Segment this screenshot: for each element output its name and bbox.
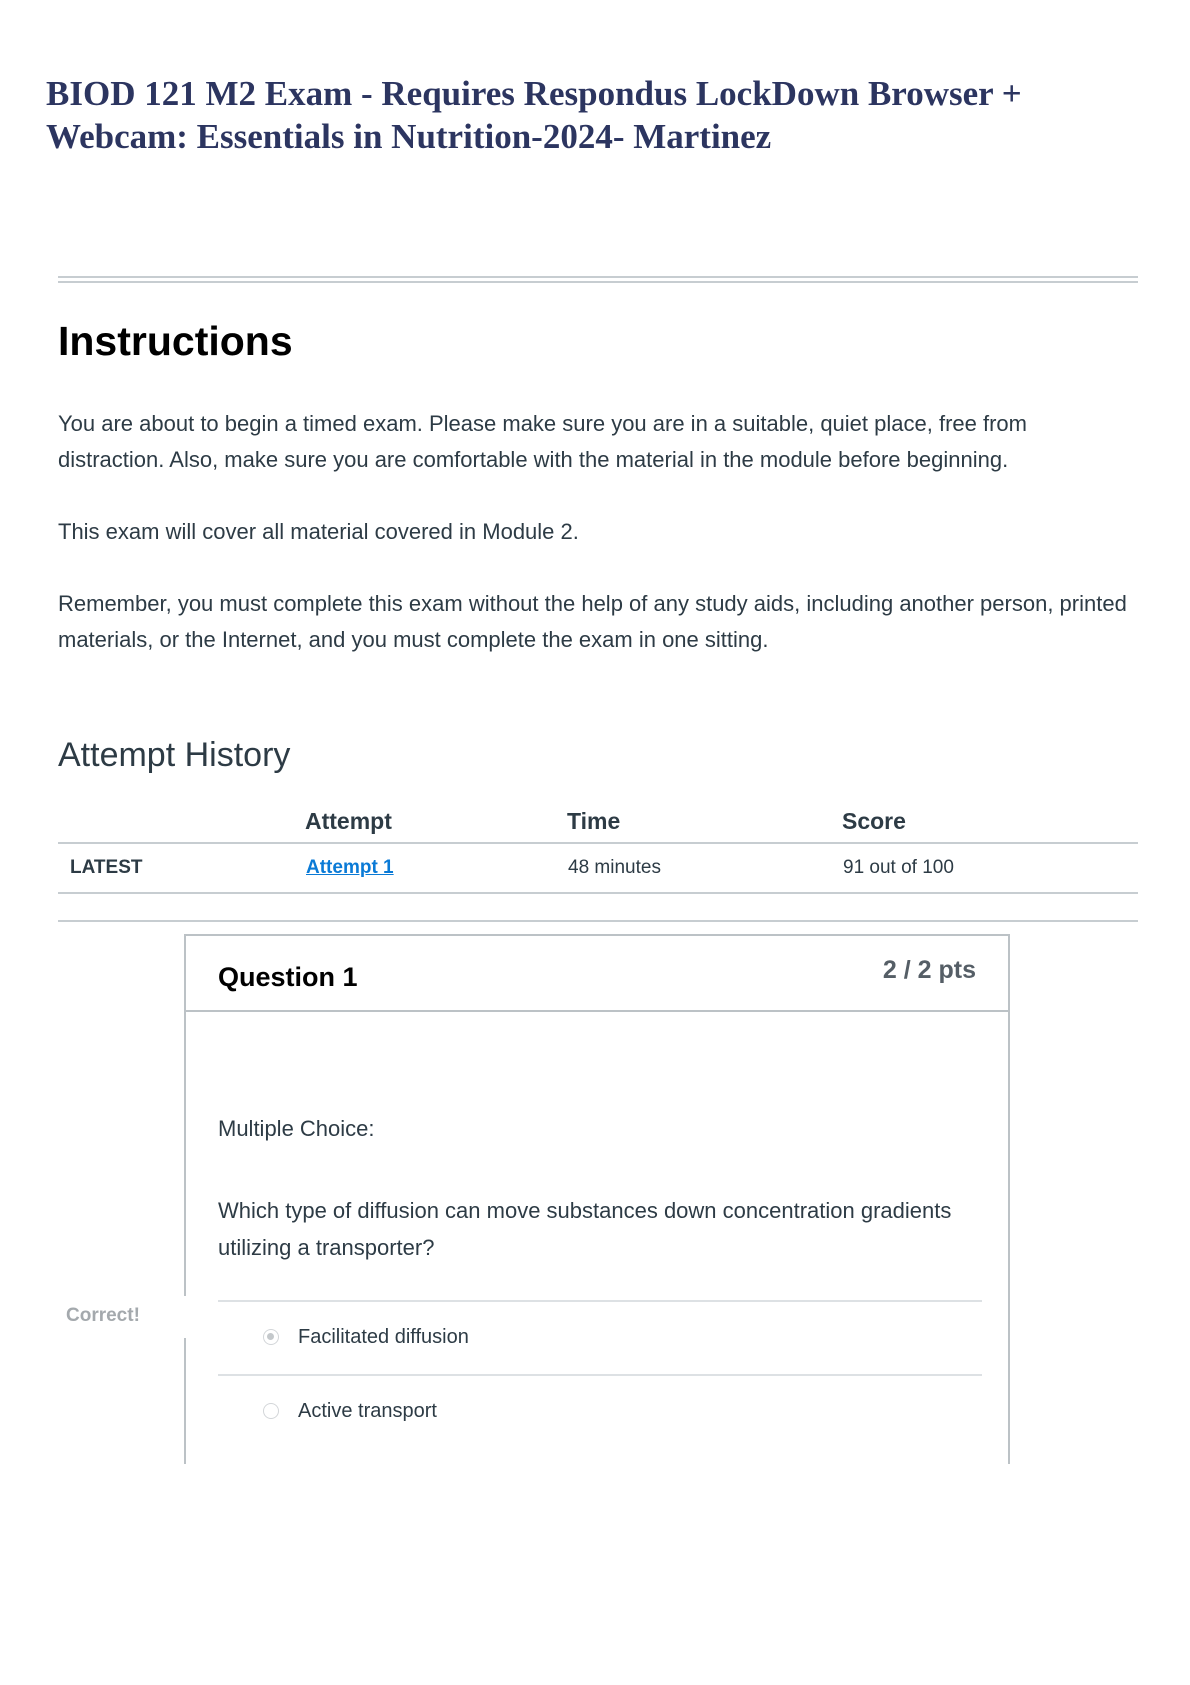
attempt-cell xyxy=(305,843,567,893)
radio-unselected-icon[interactable] xyxy=(263,1403,279,1419)
answer-list xyxy=(218,1300,982,1448)
answer-option[interactable] xyxy=(218,1374,982,1448)
score-cell: 91 out of 100 xyxy=(842,843,1138,893)
instructions-paragraph: This exam will cover all material covered in Module 2. xyxy=(58,519,579,544)
question-type: Multiple Choice: xyxy=(218,1116,375,1141)
question-header xyxy=(186,936,1008,1012)
question-points: 2 / 2 pts xyxy=(882,956,976,984)
time-cell: 48 minutes xyxy=(567,843,842,893)
question-title: Question 1 xyxy=(218,962,358,992)
latest-label: LATEST xyxy=(58,843,305,893)
answer-label: Facilitated diffusion xyxy=(298,1326,469,1348)
instructions-paragraph: You are about to begin a timed exam. Please make sure you are in a suitable, quiet place, free from distraction. Also, make sure you are comfortable with the material in the module before beginning. xyxy=(58,411,1027,472)
instructions-heading: Instructions xyxy=(58,318,293,364)
attempt-history-table xyxy=(58,800,1138,894)
column-header-time: Time xyxy=(567,800,842,843)
table-header-row xyxy=(58,800,1138,843)
radio-selected-icon[interactable] xyxy=(263,1329,279,1345)
column-header-score: Score xyxy=(842,800,1138,843)
section-divider xyxy=(58,920,1138,922)
column-header-label xyxy=(58,800,305,843)
question-text: Which type of diffusion can move substances down concentration gradients utilizing a transporter? xyxy=(218,1198,952,1260)
header-divider xyxy=(58,276,1138,283)
attempt-1-link[interactable]: Attempt 1 xyxy=(306,857,394,878)
answer-label: Active transport xyxy=(298,1400,437,1422)
instructions-paragraph: Remember, you must complete this exam without the help of any study aids, including another person, printed materials, or the Internet, and you must complete the exam in one sitting. xyxy=(58,591,1127,652)
flag-gap xyxy=(180,1296,190,1338)
attempt-history-heading: Attempt History xyxy=(58,736,291,774)
column-header-attempt: Attempt xyxy=(305,800,567,843)
document-title: BIOD 121 M2 Exam - Requires Respondus LockDown Browser + Webcam: Essentials in Nutrition-2024- Martinez xyxy=(46,74,1022,156)
answer-option[interactable] xyxy=(218,1300,982,1374)
correct-answer-flag: Correct! xyxy=(66,1305,140,1326)
question-card xyxy=(184,934,1010,1464)
table-row xyxy=(58,843,1138,893)
